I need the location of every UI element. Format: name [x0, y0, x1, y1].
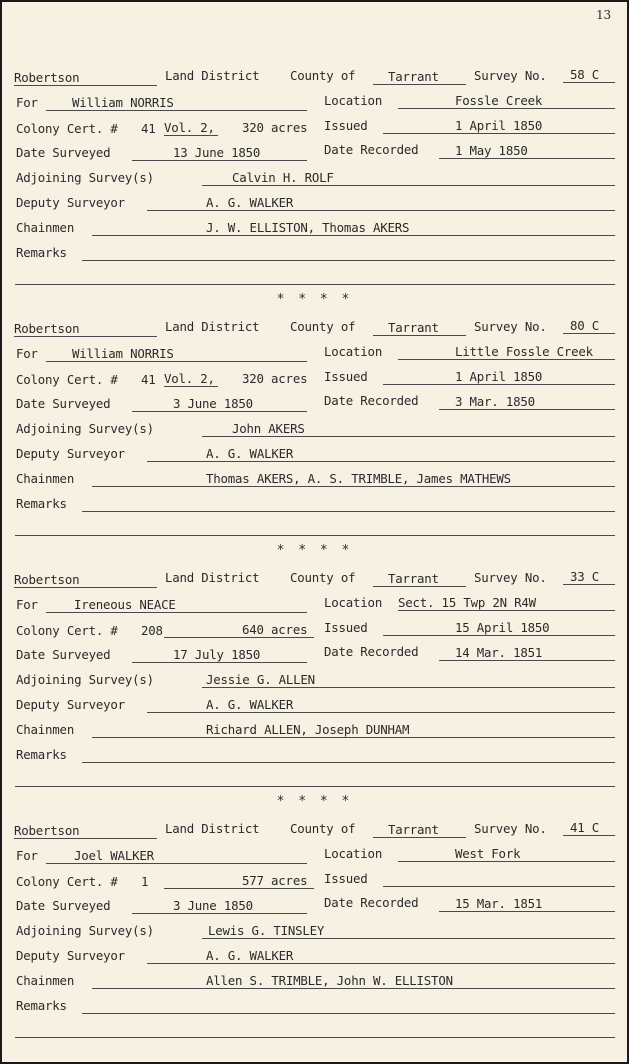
cert-no-value: 41 [141, 121, 156, 136]
location-label: Location [324, 93, 383, 108]
vol-value: Vol. 2, [164, 371, 215, 386]
issued-label: Issued [324, 620, 368, 635]
cert-no-value: 1 [141, 874, 149, 889]
issued-value: 1 April 1850 [455, 118, 543, 133]
record-separator: * * * * [276, 543, 353, 558]
adjoining-label: Adjoining Survey(s) [16, 421, 154, 436]
for-value: Ireneous NEACE [74, 597, 176, 612]
acres-value: 320 acres [242, 120, 308, 135]
county-value: Tarrant [388, 320, 439, 335]
acres-value: 577 acres [242, 873, 308, 888]
for-value: William NORRIS [72, 346, 174, 361]
remarks-label: Remarks [16, 747, 67, 762]
adjoining-value: Lewis G. TINSLEY [208, 923, 325, 938]
survey-no-label: Survey No. [474, 319, 547, 334]
remarks-label: Remarks [16, 496, 67, 511]
adjoining-value: Jessie G. ALLEN [206, 672, 315, 687]
chainmen-value: Richard ALLEN, Joseph DUNHAM [206, 722, 410, 737]
acres-value: 320 acres [242, 371, 308, 386]
county-label: County of [290, 68, 356, 83]
survey-no-value: 33 C [570, 569, 600, 584]
date-recorded-label: Date Recorded [324, 393, 419, 408]
county-value: Tarrant [388, 69, 439, 84]
deputy-value: A. G. WALKER [206, 195, 294, 210]
adjoining-label: Adjoining Survey(s) [16, 672, 154, 687]
survey-record [2, 315, 627, 540]
location-value: West Fork [455, 846, 521, 861]
deputy-value: A. G. WALKER [206, 446, 294, 461]
vol-value: Vol. 2, [164, 120, 215, 135]
district-value: Robertson [14, 572, 80, 587]
survey-no-value: 41 C [570, 820, 600, 835]
adjoining-value: John AKERS [232, 421, 305, 436]
survey-record [2, 566, 627, 791]
date-surveyed-value: 17 July 1850 [173, 647, 261, 662]
page-number: 13 [596, 8, 611, 22]
date-recorded-label: Date Recorded [324, 644, 419, 659]
survey-record [2, 817, 627, 1042]
for-value: William NORRIS [72, 95, 174, 110]
colony-cert-label: Colony Cert. # [16, 372, 118, 387]
survey-no-value: 58 C [570, 67, 600, 82]
location-value: Sect. 15 Twp 2N R4W [398, 595, 536, 610]
issued-value: 15 April 1850 [455, 620, 550, 635]
record-separator: * * * * [276, 292, 353, 307]
date-surveyed-label: Date Surveyed [16, 145, 111, 160]
colony-cert-label: Colony Cert. # [16, 121, 118, 136]
chainmen-label: Chainmen [16, 973, 75, 988]
adjoining-label: Adjoining Survey(s) [16, 170, 154, 185]
chainmen-label: Chainmen [16, 220, 75, 235]
issued-label: Issued [324, 369, 368, 384]
land-district-label: Land District [165, 570, 260, 585]
issued-label: Issued [324, 118, 368, 133]
district-value: Robertson [14, 823, 80, 838]
for-label: For [16, 597, 38, 612]
date-recorded-label: Date Recorded [324, 895, 419, 910]
location-label: Location [324, 846, 383, 861]
for-label: For [16, 346, 38, 361]
cert-no-value: 208 [141, 623, 163, 638]
date-surveyed-value: 3 June 1850 [173, 396, 253, 411]
date-surveyed-value: 13 June 1850 [173, 145, 261, 160]
district-value: Robertson [14, 321, 80, 336]
cert-no-value: 41 [141, 372, 156, 387]
chainmen-value: Allen S. TRIMBLE, John W. ELLISTON [206, 973, 453, 988]
location-value: Little Fossle Creek [455, 344, 593, 359]
land-district-label: Land District [165, 68, 260, 83]
survey-no-label: Survey No. [474, 570, 547, 585]
date-recorded-value: 15 Mar. 1851 [455, 896, 543, 911]
adjoining-value: Calvin H. ROLF [232, 170, 334, 185]
colony-cert-label: Colony Cert. # [16, 874, 118, 889]
chainmen-label: Chainmen [16, 722, 75, 737]
survey-no-label: Survey No. [474, 821, 547, 836]
deputy-label: Deputy Surveyor [16, 446, 125, 461]
colony-cert-label: Colony Cert. # [16, 623, 118, 638]
survey-no-label: Survey No. [474, 68, 547, 83]
county-label: County of [290, 319, 356, 334]
record-separator: * * * * [276, 794, 353, 809]
deputy-value: A. G. WALKER [206, 697, 294, 712]
date-surveyed-label: Date Surveyed [16, 647, 111, 662]
date-recorded-value: 3 Mar. 1850 [455, 394, 535, 409]
for-label: For [16, 848, 38, 863]
county-value: Tarrant [388, 571, 439, 586]
date-recorded-value: 14 Mar. 1851 [455, 645, 543, 660]
date-surveyed-label: Date Surveyed [16, 396, 111, 411]
for-value: Joel WALKER [74, 848, 154, 863]
deputy-label: Deputy Surveyor [16, 697, 125, 712]
chainmen-value: J. W. ELLISTON, Thomas AKERS [206, 220, 410, 235]
issued-value: 1 April 1850 [455, 369, 543, 384]
date-recorded-value: 1 May 1850 [455, 143, 528, 158]
remarks-label: Remarks [16, 245, 67, 260]
survey-record [2, 64, 627, 289]
chainmen-label: Chainmen [16, 471, 75, 486]
deputy-label: Deputy Surveyor [16, 195, 125, 210]
land-district-label: Land District [165, 821, 260, 836]
chainmen-value: Thomas AKERS, A. S. TRIMBLE, James MATHEWS [206, 471, 511, 486]
location-label: Location [324, 595, 383, 610]
adjoining-label: Adjoining Survey(s) [16, 923, 154, 938]
issued-label: Issued [324, 871, 368, 886]
for-label: For [16, 95, 38, 110]
county-label: County of [290, 570, 356, 585]
deputy-value: A. G. WALKER [206, 948, 294, 963]
location-value: Fossle Creek [455, 93, 543, 108]
county-value: Tarrant [388, 822, 439, 837]
land-district-label: Land District [165, 319, 260, 334]
location-label: Location [324, 344, 383, 359]
date-surveyed-value: 3 June 1850 [173, 898, 253, 913]
county-label: County of [290, 821, 356, 836]
deputy-label: Deputy Surveyor [16, 948, 125, 963]
date-recorded-label: Date Recorded [324, 142, 419, 157]
remarks-label: Remarks [16, 998, 67, 1013]
acres-value: 640 acres [242, 622, 308, 637]
date-surveyed-label: Date Surveyed [16, 898, 111, 913]
district-value: Robertson [14, 70, 80, 85]
survey-no-value: 80 C [570, 318, 600, 333]
